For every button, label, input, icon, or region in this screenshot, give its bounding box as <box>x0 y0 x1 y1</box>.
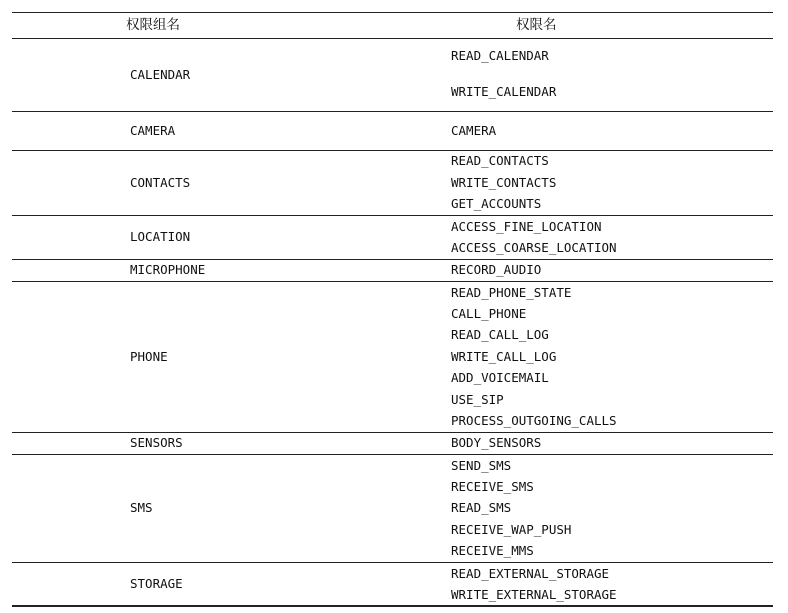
row-divider <box>12 150 773 151</box>
group-name: SENSORS <box>130 435 183 450</box>
group-name: PHONE <box>130 348 168 364</box>
row-divider <box>12 454 773 455</box>
permission-name: BODY_SENSORS <box>451 435 542 450</box>
permission-name: WRITE_CONTACTS <box>451 175 557 190</box>
group-name: MICROPHONE <box>130 262 206 277</box>
permission-name: USE_SIP <box>451 392 504 407</box>
permission-name: READ_CALL_LOG <box>451 327 549 342</box>
group-name: LOCATION <box>130 229 191 244</box>
group-name: SMS <box>130 500 153 515</box>
table-bottom-rule <box>12 605 773 607</box>
row-divider <box>12 215 773 216</box>
permission-name: WRITE_EXTERNAL_STORAGE <box>451 587 617 602</box>
permission-name: READ_SMS <box>451 500 512 515</box>
permission-name: WRITE_CALENDAR <box>451 84 557 99</box>
permission-name: RECEIVE_WAP_PUSH <box>451 522 572 537</box>
permission-name: READ_CALENDAR <box>451 48 549 63</box>
permission-name: PROCESS_OUTGOING_CALLS <box>451 413 617 428</box>
header-rule <box>12 38 773 39</box>
row-divider <box>12 562 773 563</box>
permission-name: RECEIVE_MMS <box>451 543 534 558</box>
header-permission-name: 权限名 <box>516 17 557 33</box>
header-group-name: 权限组名 <box>126 17 180 33</box>
row-divider <box>12 432 773 433</box>
permission-name: READ_EXTERNAL_STORAGE <box>451 566 610 581</box>
row-divider <box>12 111 773 112</box>
group-name: STORAGE <box>130 575 183 591</box>
permission-name: READ_PHONE_STATE <box>451 285 572 300</box>
permission-name: GET_ACCOUNTS <box>451 196 542 211</box>
permission-name: SEND_SMS <box>451 458 512 473</box>
row-divider <box>12 281 773 282</box>
permission-name: RECORD_AUDIO <box>451 262 542 277</box>
group-name: CONTACTS <box>130 174 191 190</box>
permission-name: READ_CONTACTS <box>451 153 549 168</box>
table-top-rule <box>12 12 773 13</box>
permission-name: ACCESS_COARSE_LOCATION <box>451 240 617 255</box>
permission-name: ACCESS_FINE_LOCATION <box>451 219 602 234</box>
permission-name: CAMERA <box>451 123 497 138</box>
group-name: CALENDAR <box>130 66 191 82</box>
row-divider <box>12 259 773 260</box>
permission-name: WRITE_CALL_LOG <box>451 349 557 364</box>
permission-name: RECEIVE_SMS <box>451 479 534 494</box>
permission-name: CALL_PHONE <box>451 306 527 321</box>
permission-name: ADD_VOICEMAIL <box>451 370 549 385</box>
group-name: CAMERA <box>130 122 176 138</box>
